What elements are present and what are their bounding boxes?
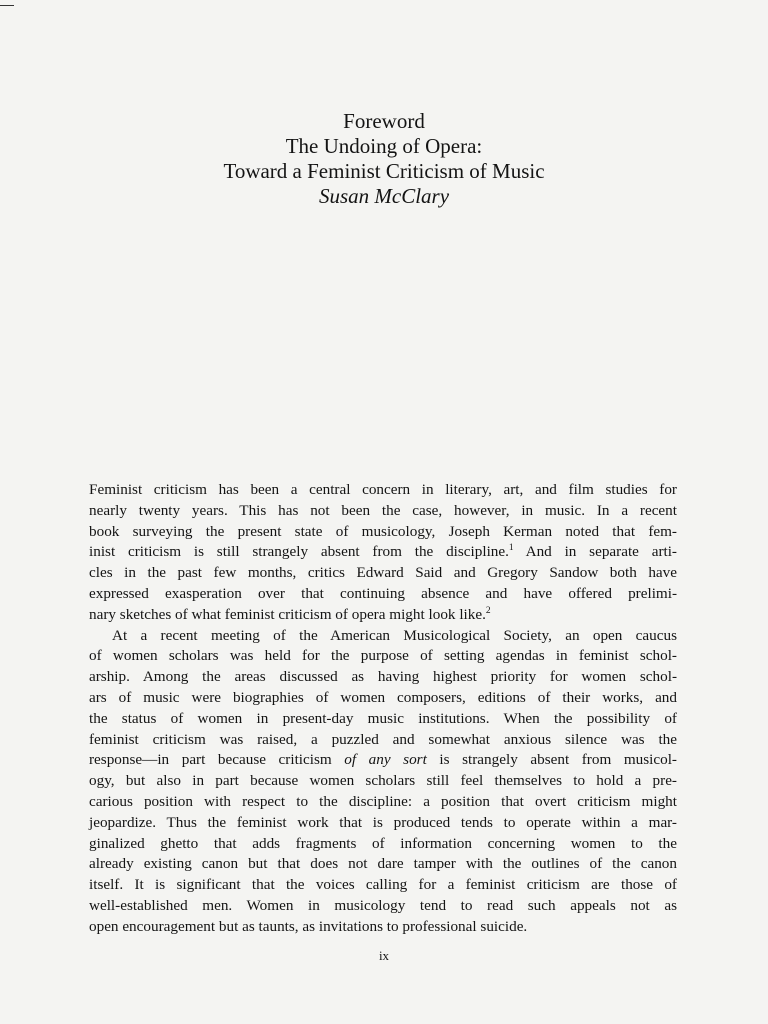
text-line: of women scholars was held for the purpose of setting agendas in feminist schol- [89, 647, 677, 665]
chapter-title: The Undoing of Opera: [285, 134, 483, 158]
text-line: open encouragement but as taunts, as invitations to professional suicide. [89, 917, 528, 935]
text-line: the status of women in present-day music institutions. When the possibility of [89, 709, 677, 727]
chapter-heading [0, 109, 768, 209]
text-line: ginalized ghetto that adds fragments of information concerning women to the [89, 834, 677, 852]
text-segment: is strangely absent from musicol- [426, 751, 677, 769]
text-line [89, 605, 677, 626]
emphasis-text: of any sort [344, 751, 427, 769]
text-segment: inist criticism is still strangely absent from the discipline. [89, 543, 509, 561]
text-line: itself. It is significant that the voices calling for a feminist criticism are those of [89, 876, 677, 894]
page-number: ix [378, 948, 390, 963]
text-line: ars of music were biographies of women composers, editions of their works, and [89, 688, 677, 706]
text-line: jeopardize. Thus the feminist work that is produced tends to operate within a mar- [89, 813, 677, 831]
text-segment: nary sketches of what feminist criticism of opera might look like. [89, 605, 486, 623]
paragraph-1 [89, 480, 677, 626]
text-line: feminist criticism was raised, a puzzled and somewhat anxious silence was the [89, 730, 677, 748]
text-line: expressed exasperation over that continuing absence and have offered prelimi- [89, 584, 677, 602]
text-line: arship. Among the areas discussed as having highest priority for women schol- [89, 668, 677, 686]
text-line: Feminist criticism has been a central concern in literary, art, and film studies for [89, 481, 677, 498]
chapter-subtitle: Toward a Feminist Criticism of Music [223, 159, 545, 183]
scan-mark [0, 5, 14, 6]
footnote-ref-2[interactable]: 2 [485, 605, 491, 616]
footnote-ref-1[interactable]: 1 [508, 543, 514, 554]
body-text [89, 480, 677, 938]
text-line: well-established men. Women in musicology tend to read such appeals not as [89, 896, 677, 914]
text-line: ogy, but also in part because women scholars still feel themselves to hold a pre- [89, 772, 677, 790]
chapter-author: Susan McClary [318, 184, 450, 208]
text-segment: response—in part because criticism [89, 751, 345, 769]
text-line: cles in the past few months, critics Edward Said and Gregory Sandow both have [89, 564, 677, 582]
text-line: already existing canon but that does not dare tamper with the outlines of the canon [89, 855, 677, 873]
paragraph-2 [89, 626, 677, 938]
text-line: nearly twenty years. This has not been the case, however, in music. In a recent [89, 501, 677, 519]
text-line: At a recent meeting of the American Musicological Society, an open caucus [112, 626, 677, 644]
text-line [89, 542, 677, 563]
chapter-label: Foreword [343, 109, 425, 133]
text-line [89, 750, 677, 771]
text-line: carious position with respect to the discipline: a position that overt criticism might [89, 792, 677, 810]
text-line: book surveying the present state of musicology, Joseph Kerman noted that fem- [89, 522, 677, 540]
text-segment: And in separate arti- [513, 543, 677, 561]
